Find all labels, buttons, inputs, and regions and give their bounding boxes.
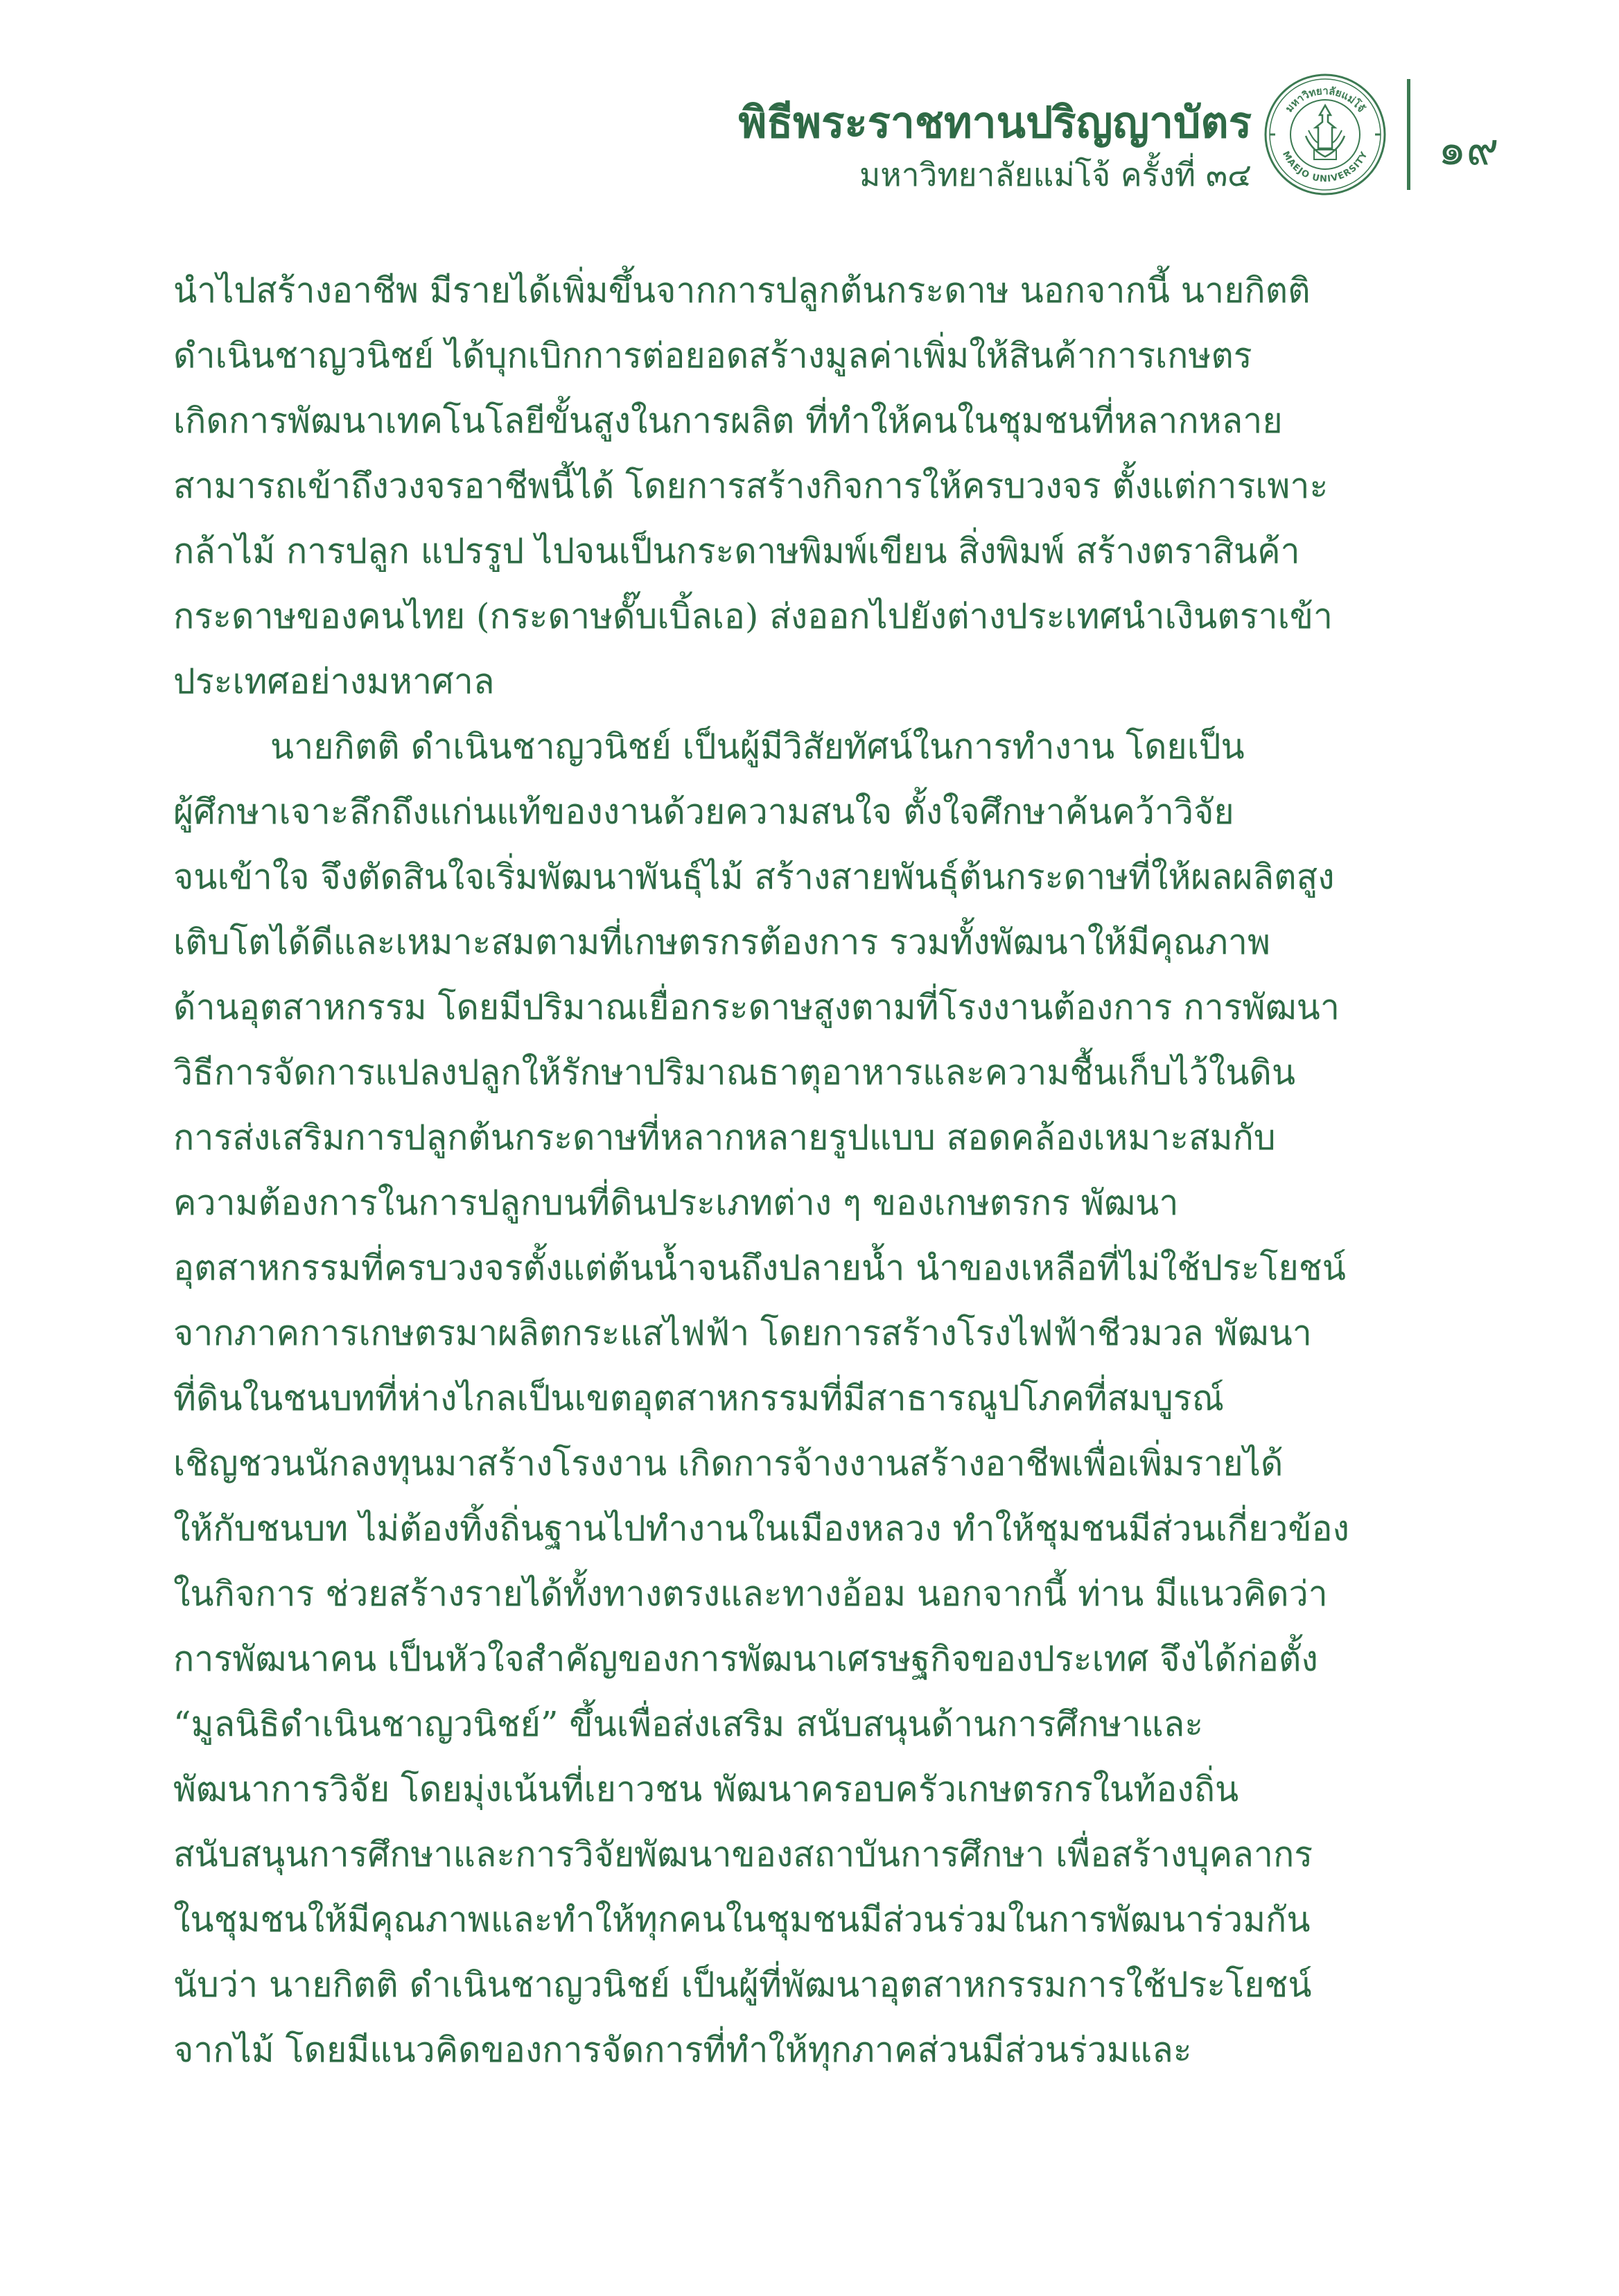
text-line: กระดาษของคนไทย (กระดาษดั๊บเบิ้ลเอ) ส่งออกไปยังต่างประเทศนำเงินตราเข้า [173, 596, 1333, 636]
text-line: อุตสาหกรรมที่ครบวงจรตั้งแต่ต้นน้ำจนถึงปลายน้ำ นำของเหลือที่ไม่ใช้ประโยชน์ [173, 1248, 1346, 1288]
svg-text:มหาวิทยาลัยแม่โจ้: มหาวิทยาลัยแม่โจ้ [1282, 84, 1368, 115]
text-line: ในกิจการ ช่วยสร้างรายได้ทั้งทางตรงและทางอ้อม นอกจากนี้ ท่าน มีแนวคิดว่า [173, 1574, 1328, 1614]
text-line: “มูลนิธิดำเนินชาญวนิชย์” ขึ้นเพื่อส่งเสริม สนับสนุนด้านการศึกษาและ [173, 1704, 1204, 1744]
ceremony-title: พิธีพระราชทานปริญญาบัตร [738, 97, 1252, 148]
text-line: การส่งเสริมการปลูกต้นกระดาษที่หลากหลายรูปแบบ สอดคล้องเหมาะสมกับ [173, 1117, 1276, 1158]
university-subtitle: มหาวิทยาลัยแม่โจ้ ครั้งที่ ๓๔ [859, 156, 1252, 193]
text-line: การพัฒนาคน เป็นหัวใจสำคัญของการพัฒนาเศรษฐกิจของประเทศ จึงได้ก่อตั้ง [173, 1639, 1318, 1679]
text-line: เชิญชวนนักลงทุนมาสร้างโรงงาน เกิดการจ้างงานสร้างอาชีพเพื่อเพิ่มรายได้ [173, 1443, 1284, 1484]
body-text [173, 258, 1379, 2082]
header-divider [1407, 79, 1410, 190]
text-line: จนเข้าใจ จึงตัดสินใจเริ่มพัฒนาพันธุ์ไม้ สร้างสายพันธุ์ต้นกระดาษที่ให้ผลผลิตสูง [173, 857, 1335, 897]
page-header [0, 67, 1619, 219]
paragraph-start-line: นายกิตติ ดำเนินชาญวนิชย์ เป็นผู้มีวิสัยทัศน์ในการทำงาน โดยเป็น [270, 727, 1245, 767]
svg-text:MAEJO UNIVERSITY: MAEJO UNIVERSITY [1279, 149, 1370, 185]
text-line: นับว่า นายกิตติ ดำเนินชาญวนิชย์ เป็นผู้ที่พัฒนาอุตสาหกรรมการใช้ประโยชน์ [173, 1965, 1312, 2005]
text-line: เติบโตได้ดีและเหมาะสมตามที่เกษตรกรต้องการ รวมทั้งพัฒนาให้มีคุณภาพ [173, 922, 1270, 962]
text-line: พัฒนาการวิจัย โดยมุ่งเน้นที่เยาวชน พัฒนาครอบครัวเกษตรกรในท้องถิ่น [173, 1769, 1239, 1809]
page-number: ๑๙ [1438, 124, 1499, 175]
text-line: ในชุมชนให้มีคุณภาพและทำให้ทุกคนในชุมชนมีส่วนร่วมในการพัฒนาร่วมกัน [173, 1899, 1311, 1940]
text-line: ดำเนินชาญวนิชย์ ได้บุกเบิกการต่อยอดสร้างมูลค่าเพิ่มให้สินค้าการเกษตร [173, 336, 1252, 376]
text-line: ผู้ศึกษาเจาะลึกถึงแก่นแท้ของงานด้วยความสนใจ ตั้งใจศึกษาค้นคว้าวิจัย [173, 792, 1234, 832]
text-line: ให้กับชนบท ไม่ต้องทิ้งถิ่นฐานไปทำงานในเมืองหลวง ทำให้ชุมชนมีส่วนเกี่ยวข้อง [173, 1508, 1349, 1549]
text-line: ประเทศอย่างมหาศาล [173, 661, 495, 702]
text-line: ด้านอุตสาหกรรม โดยมีปริมาณเยื่อกระดาษสูงตามที่โรงงานต้องการ การพัฒนา [173, 987, 1340, 1027]
text-line: วิธีการจัดการแปลงปลูกให้รักษาปริมาณธาตุอาหารและความชื้นเก็บไว้ในดิน [173, 1052, 1296, 1093]
text-line: สามารถเข้าถึงวงจรอาชีพนี้ได้ โดยการสร้างกิจการให้ครบวงจร ตั้งแต่การเพาะ [173, 466, 1329, 506]
university-seal-icon [1263, 72, 1388, 197]
text-line: จากภาคการเกษตรมาผลิตกระแสไฟฟ้า โดยการสร้างโรงไฟฟ้าชีวมวล พัฒนา [173, 1313, 1312, 1353]
text-line: ที่ดินในชนบทที่ห่างไกลเป็นเขตอุตสาหกรรมที่มีสาธารณูปโภคที่สมบูรณ์ [173, 1378, 1224, 1418]
text-line: เกิดการพัฒนาเทคโนโลยีขั้นสูงในการผลิต ที่ทำให้คนในชุมชนที่หลากหลาย [173, 401, 1283, 441]
text-line: สนับสนุนการศึกษาและการวิจัยพัฒนาของสถาบันการศึกษา เพื่อสร้างบุคลากร [173, 1834, 1313, 1875]
text-line: กล้าไม้ การปลูก แปรรูป ไปจนเป็นกระดาษพิมพ์เขียน สิ่งพิมพ์ สร้างตราสินค้า [173, 531, 1300, 571]
text-line: จากไม้ โดยมีแนวคิดของการจัดการที่ทำให้ทุกภาคส่วนมีส่วนร่วมและ [173, 2030, 1192, 2070]
text-line: นำไปสร้างอาชีพ มีรายได้เพิ่มขึ้นจากการปลูกต้นกระดาษ นอกจากนี้ นายกิตติ [173, 270, 1311, 311]
text-line: ความต้องการในการปลูกบนที่ดินประเภทต่าง ๆ ของเกษตรกร พัฒนา [173, 1183, 1179, 1223]
